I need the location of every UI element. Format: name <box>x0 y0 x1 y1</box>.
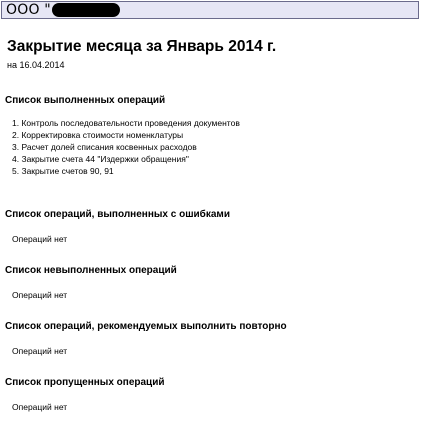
report-title: Закрытие месяца за Январь 2014 г. <box>7 38 277 55</box>
organization-name: ООО " <box>6 2 51 18</box>
redaction-mark <box>52 3 120 17</box>
list-item: 4. Закрытие счета 44 "Издержки обращения" <box>12 154 189 164</box>
report-date: на 16.04.2014 <box>7 60 65 70</box>
recommended-repeat-empty: Операций нет <box>12 346 68 356</box>
completed-operations-list <box>12 117 240 177</box>
completed-operations-heading: Список выполненных операций <box>5 95 166 106</box>
list-item: 3. Расчет долей списания косвенных расходов <box>12 142 197 152</box>
recommended-repeat-heading: Список операций, рекомендуемых выполнить повторно <box>5 321 287 332</box>
organization-header <box>1 1 419 19</box>
error-operations-empty: Операций нет <box>12 234 68 244</box>
error-operations-heading: Список операций, выполненных с ошибками <box>5 209 230 220</box>
list-item: 1. Контроль последовательности проведения документов <box>12 118 240 128</box>
skipped-operations-heading: Список пропущенных операций <box>5 377 165 388</box>
not-completed-operations-empty: Операций нет <box>12 290 68 300</box>
skipped-operations-empty: Операций нет <box>12 402 68 412</box>
not-completed-operations-heading: Список невыполненных операций <box>5 265 177 276</box>
list-item: 2. Корректировка стоимости номенклатуры <box>12 130 184 140</box>
list-item: 5. Закрытие счетов 90, 91 <box>12 166 114 176</box>
